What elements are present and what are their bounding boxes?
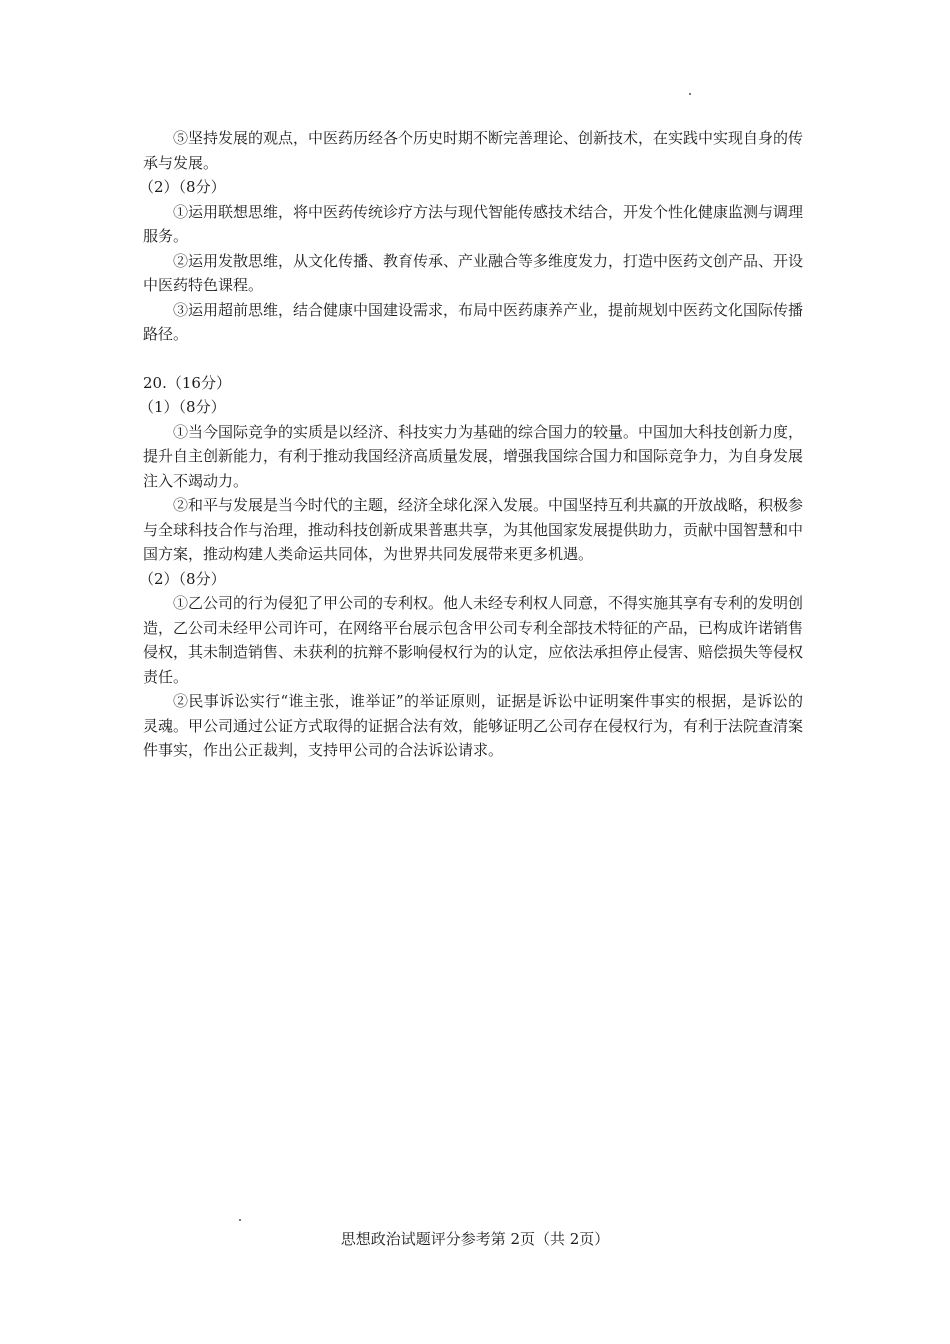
q20-label: 20.（16分）	[143, 373, 231, 392]
q20-part-2-point-1: ①乙公司的行为侵犯了甲公司的专利权。他人未经专利权人同意，不得实施其享有专利的发明创造，乙公司未经甲公司许可，在网络平台展示包含甲公司专利全部技术特征的产品，已构成许诺销售侵权，其未制造销售、未获利的抗辩不影响侵权行为的认定，应依法承担停止侵害、赔偿损失等侵权责任。	[143, 594, 804, 686]
section-gap	[143, 347, 803, 371]
q19-part-2-point-1: ①运用联想思维，将中医药传统诊疗方法与现代智能传感技术结合，开发个性化健康监测与调理服务。	[143, 202, 804, 245]
q19-part-2-label: （2）（8分）	[139, 178, 226, 196]
q19-part-2-point-3: ③运用超前思维，结合健康中国建设需求，布局中医药康养产业，提前规划中医药文化国际传播路径。	[143, 300, 804, 343]
page-footer: 思想政治试题评分参考第 2页（共 2页）	[340, 1230, 610, 1248]
q20-part-1-point-2: ②和平与发展是当今时代的主题，经济全球化深入发展。中国坚持互利共赢的开放战略，积极参与全球科技合作与治理，推动科技创新成果普惠共享，为其他国家发展提供助力，贡献中国智慧和中国方案，推动构建人类命运共同体，为世界共同发展带来更多机遇。	[143, 496, 804, 563]
scan-mark-top	[689, 93, 691, 95]
scan-mark-bottom	[239, 1219, 241, 1221]
q19-point-5: ⑤坚持发展的观点，中医药历经各个历史时期不断完善理论、创新技术，在实践中实现自身的传承与发展。	[143, 129, 804, 172]
q19-part-2-point-2: ②运用发散思维，从文化传播、教育传承、产业融合等多维度发力，打造中医药文创产品、开设中医药特色课程。	[143, 251, 804, 294]
answer-key-body	[139, 126, 804, 763]
q20-part-2-label: （2）（8分）	[139, 569, 226, 588]
q20-part-1-label: （1）（8分）	[139, 398, 226, 416]
q20-part-2-point-2: ②民事诉讼实行“谁主张，谁举证”的举证原则，证据是诉讼中证明案件事实的根据，是诉讼的灵魂。甲公司通过公证方式取得的证据合法有效，能够证明乙公司存在侵权行为，有利于法院查清案件事实，作出公正裁判，支持甲公司的合法诉讼请求。	[143, 692, 804, 759]
q20-part-1-point-1: ①当今国际竞争的实质是以经济、科技实力为基础的综合国力的较量。中国加大科技创新力度，提升自主创新能力，有利于推动我国经济高质量发展，增强我国综合国力和国际竞争力，为自身发展注入不竭动力。	[143, 422, 804, 490]
